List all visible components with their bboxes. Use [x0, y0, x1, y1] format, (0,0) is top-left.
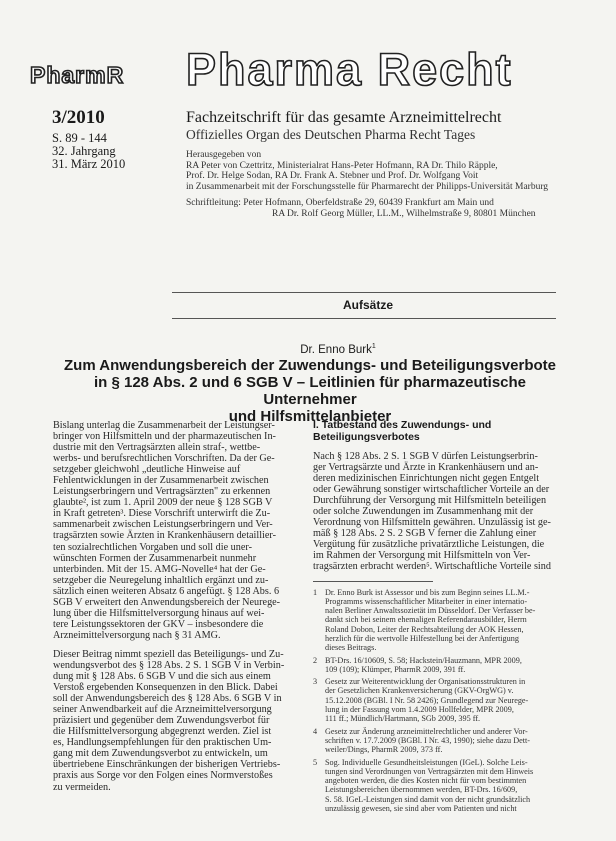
left-column	[53, 420, 299, 793]
text-line: mäß § 128 Abs. 2 S. 2 SGB V ferner die Zahlung einer	[313, 528, 537, 540]
text-line: Verordnung von Hilfsmitteln gewähren. Unzulässig ist ge-	[313, 517, 551, 529]
footnote-line: nalen Berliner Anwaltssozietät im Düsseldorf. Der Verfasser be-	[325, 606, 536, 616]
right-body	[313, 451, 563, 573]
paragraph	[53, 649, 299, 793]
text-line: Arzneimittelversorgung nach § 31 AMG.	[53, 629, 221, 641]
footnote-line: Gesetz zur Änderung arzneimittelrechtlicher und anderer Vor-	[325, 726, 528, 736]
text-line: gang mit dem Zuwendungsverbot zu entwickeln, um	[53, 748, 268, 760]
footnote-line: dieses Beitrags.	[325, 643, 377, 653]
editors-block	[186, 150, 548, 192]
footnote-line: weiler/Dings, PharmR 2009, 373 ff.	[325, 745, 443, 755]
section-rule-top	[172, 292, 556, 293]
text-line: Leistungserbringern und Vertragsärzten" zu erkennen	[53, 486, 271, 498]
footnote-rule	[313, 581, 433, 582]
page-range: S. 89 - 144	[52, 131, 107, 145]
text-line: soll der Anwendungsbereich des § 128 Abs. 6 SGB V in	[53, 693, 282, 705]
section-heading: Aufsätze	[342, 298, 393, 312]
editors-line: in Zusammenarbeit mit der Forschungsstelle für Pharmarecht der Philipps-Universität Marburg	[186, 181, 549, 192]
text-line: wünschten Formen der Zusammenarbeit nunmehr	[53, 552, 257, 564]
footnote-number: 4	[313, 726, 318, 736]
footnote-line: BT-Drs. 16/10609, S. 58; Hackstein/Hauzmann, MPR 2009,	[325, 655, 522, 665]
text-line: Dieser Beitrag nimmt speziell das Beteiligungs- und Zu-	[53, 648, 284, 660]
author-name: Dr. Enno Burk	[300, 343, 372, 356]
journal-logo-abbrev: PharmR	[30, 62, 125, 88]
text-line: ten sozialrechtlichen Vorgaben und soll die uner-	[53, 541, 252, 553]
footnote-number: 2	[313, 655, 318, 665]
journal-logo: Pharma Recht	[186, 44, 513, 95]
issue-number: 3/2010	[52, 107, 105, 128]
text-line: tere Leistungssektoren der GKV – insbesondere die	[53, 618, 264, 630]
editors-line: RA Peter von Czettritz, Ministerialrat Hans-Peter Hofmann, RA Dr. Thilo Räpple,	[186, 160, 498, 171]
footnote-text	[325, 656, 522, 675]
text-line: dung mit § 128 Abs. 6 SGB V und die sich aus einem	[53, 671, 271, 683]
section-rule-bottom	[172, 318, 556, 319]
text-line: Fehlentwicklungen in der Zusammenarbeit zwischen	[53, 475, 269, 487]
volume: 32. Jahrgang	[52, 144, 116, 158]
text-line: ger Vertragsärzte und Ärzte in Krankenhäusern und an-	[313, 462, 539, 474]
title-line: und Hilfsmittelanbieter	[228, 408, 392, 425]
text-line: Bislang unterlag die Zusammenarbeit der Leistungser-	[53, 420, 275, 431]
footnote-line: der Gesetzlichen Krankenversicherung (GKV-OrgWG) v.	[325, 686, 514, 696]
text-line: im Rahmen der Versorgung mit Hilfsmitteln von Ver-	[313, 550, 531, 562]
text-line: Durchführung der Versorgung mit Hilfsmitteln beteiligen	[313, 495, 547, 507]
text-line: dustrie mit den Vertragsärzten allein straf-, wettbe-	[53, 442, 261, 454]
heading-line: Beteiligungsverbotes	[313, 430, 420, 443]
text-line: deren medizinischen Einrichtungen nicht gegen Entgelt	[313, 473, 540, 485]
footnote-line: 109 (109); Klümper, PharmR 2009, 391 ff.	[325, 664, 466, 674]
footnote-number: 1	[313, 587, 318, 597]
footnote-line: Sog. Individuelle Gesundheitsleistungen (IGeL). Solche Leis-	[325, 757, 528, 767]
paragraph	[313, 451, 563, 573]
footnote-line: angeboten werden, die dies Kosten nicht für vom bestimmten	[325, 776, 527, 786]
article-author	[0, 343, 616, 356]
footnote	[313, 677, 563, 723]
editorial-line: Schriftleitung: Peter Hofmann, Oberfeldstraße 29, 60439 Frankfurt am Main und	[186, 198, 494, 208]
text-line: SGB V erweitert den Anwendungsbereich der Neurege-	[53, 596, 281, 608]
text-line: Nach § 128 Abs. 2 S. 1 SGB V dürfen Leistungserbrin-	[313, 451, 538, 462]
footnote-line: Programms wissenschaftlicher Mitarbeiter in einer internatio-	[325, 596, 528, 606]
editorial-line: RA Dr. Rolf Georg Müller, LL.M., Wilhelmstraße 9, 80801 München	[272, 208, 536, 219]
editors-line: Prof. Dr. Helge Sodan, RA Dr. Frank A. Stebner und Prof. Dr. Wolfgang Voit	[186, 171, 479, 181]
text-line: tragsärzten erbracht werden⁵. Wirtschaftliche Vorteile sind	[313, 561, 551, 573]
footnote	[313, 727, 563, 755]
footnote-line: schriften v. 17.7.2009 (BGBl. I Nr. 43, 1990); siehe dazu Dett-	[325, 735, 531, 745]
text-line: wendungsverbot des § 128 Abs. 2 S. 1 SGB V in Verbin-	[53, 659, 285, 671]
text-line: Vergütung für zusätzliche privatärztliche Leistungen, die	[313, 539, 545, 551]
footnotes	[313, 588, 563, 814]
text-line: übertriebene Einschränkungen der bisherigen Vertriebs-	[53, 759, 281, 771]
footnote-line: unzulässig gewesen, sie sind aber vom Patienten und nicht	[325, 804, 517, 814]
text-line: praxis aus Sorge vor den Folgen eines Normverstoßes	[53, 770, 273, 782]
footnote-line: S. 58. IGeL-Leistungen sind damit von der nicht grundsätzlich	[325, 794, 531, 804]
text-line: präzisiert und gegenüber dem Zuwendungsverbot für	[53, 715, 270, 727]
text-line: in Kraft getreten³. Diese Vorschrift unterwirft die Zu-	[53, 508, 271, 520]
footnote	[313, 588, 563, 653]
footnote-text	[325, 677, 528, 723]
text-line: tragsärzten sowie Ärzten in Krankenhäusern detaillier-	[53, 530, 276, 542]
author-footnote-mark: 1	[371, 343, 376, 350]
text-line: setzgeber gleichwohl „deutliche Hinweise auf	[53, 464, 241, 476]
footnote-line: Dr. Enno Burk ist Assessor und bis zum Beginn seines LL.M.-	[325, 587, 530, 597]
footnote-number: 5	[313, 757, 318, 767]
text-line: oder Gewährung sonstiger wirtschaftlicher Vorteile an der	[313, 484, 550, 496]
text-line: werbs- und berufsrechtlichen Vorschriften. Da der Ge-	[53, 453, 275, 465]
text-line: sätzlich einen weiteren Absatz 6 angefügt. § 128 Abs. 6	[53, 585, 280, 597]
text-line: oder solche Zuwendungen im Zusammenhang mit der	[313, 506, 534, 518]
text-line: bringer von Hilfsmitteln und der pharmazeutischen In-	[53, 431, 276, 443]
footnote-line: Gesetz zur Weiterentwicklung der Organisationsstrukturen in	[325, 677, 526, 687]
title-line: Zum Anwendungsbereich der Zuwendungs- und Beteiligungsverbote	[64, 357, 556, 374]
subsection-heading	[313, 420, 563, 443]
footnote-line: lung in der Fassung vom 1.4.2009 Hollfelder, MPR 2009,	[325, 705, 514, 715]
editors-line: Herausgegeben von	[186, 150, 262, 160]
footnote	[313, 758, 563, 814]
footnote-text	[325, 758, 533, 814]
footnote-line: herzlich für die wertvolle Hilfestellung bei der Anfertigung	[325, 634, 519, 643]
heading-line: I. Tatbestand des Zuwendungs- und	[313, 419, 492, 431]
footnote	[313, 656, 563, 675]
footnote-line: Roland Dobon, Leiter der Rechtsabteilung der AOK Hessen,	[325, 624, 524, 634]
footnote-line: 111 ff.; Mündlich/Hartmann, SGb 2009, 395 ff.	[325, 714, 481, 724]
text-line: Verstoß ergebenden Konsequenzen in den Blick. Dabei	[53, 682, 278, 694]
text-line: glaubte², ist zum 1. April 2009 der neue § 128 SGB V	[53, 497, 273, 509]
footnote-line: tungen sind Verordnungen von Vertragsärzten mit dem Hinweis	[325, 766, 534, 776]
text-line: setzgeber die Neuregelung inhaltlich ergänzt und zu-	[53, 574, 269, 586]
title-line: in § 128 Abs. 2 und 6 SGB V – Leitlinien für pharmazeutische Unternehmer	[93, 374, 527, 408]
article-title	[60, 357, 560, 425]
text-line: unterbinden. Mit der 15. AMG-Novelle⁴ hat der Ge-	[53, 563, 266, 575]
footnote-text	[325, 727, 530, 755]
journal-subtitle: Fachzeitschrift für das gesamte Arzneimittelrecht	[186, 109, 502, 126]
text-line: die Hilfsmittelversorgung abgegrenzt werden. Ziel ist	[53, 726, 272, 738]
footnote-line: Leistungsbereichen übernommen werden, BT-Drs. 16/609,	[325, 785, 518, 795]
right-column	[313, 420, 563, 816]
paragraph	[53, 420, 299, 641]
journal-organ: Offizielles Organ des Deutschen Pharma Recht Tages	[186, 127, 476, 142]
editorial-block	[186, 198, 536, 219]
text-line: zu vermeiden.	[53, 781, 111, 793]
text-line: seiner Anwendbarkeit auf die Arzneimittelversorgung	[53, 704, 272, 716]
footnote-text	[325, 588, 535, 653]
footnote-line: 15.12.2008 (BGBl. I Nr. 58 2426); Grundlegend zur Neurege-	[325, 695, 529, 705]
text-line: sammenarbeit zwischen Leistungserbringern und Ver-	[53, 519, 273, 531]
footnote-line: dankt sich bei seinem ehemaligen Referendarausbilder, Herrn	[325, 615, 527, 625]
footnote-number: 3	[313, 677, 318, 687]
issue-date: 31. März 2010	[52, 157, 126, 171]
text-line: es, Handlungsempfehlungen für den praktischen Um-	[53, 737, 272, 749]
text-line: lung über die Hilfsmittelversorgung hinaus auf wei-	[53, 607, 265, 619]
